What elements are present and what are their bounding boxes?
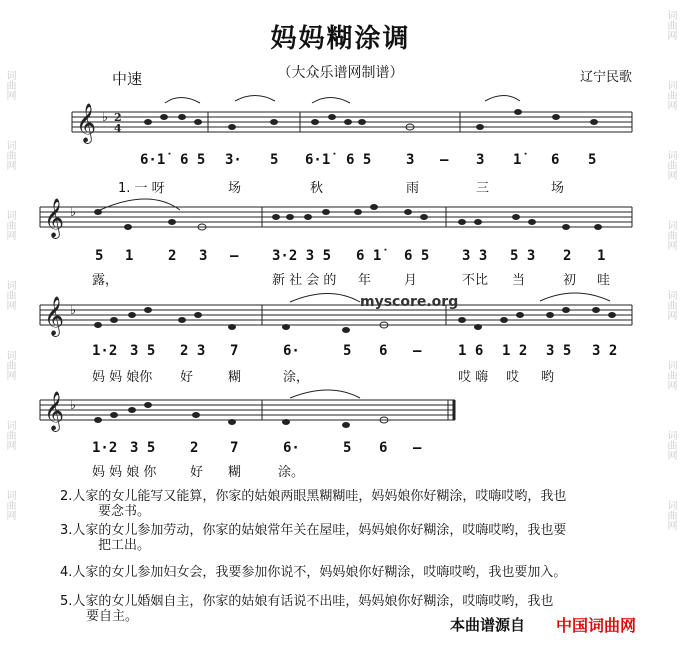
song-title: 妈妈糊涂调 <box>270 24 411 54</box>
tempo-marking: 中速 <box>112 70 143 88</box>
svg-text:♭: ♭ <box>102 110 109 125</box>
svg-text:♭: ♭ <box>70 398 77 413</box>
center-watermark: myscore.org <box>360 294 459 310</box>
credit-site-link[interactable]: 中国词曲网 <box>556 616 637 635</box>
staff-row-4 <box>40 400 455 420</box>
credit-prefix: 本曲谱源自 <box>450 616 526 634</box>
treble-clef-icon: 𝄞 <box>44 198 65 238</box>
treble-clef-icon: 𝄞 <box>44 391 65 431</box>
verse-2: 2.人家的女儿能写又能算，你家的姑娘两眼黑糊糊哇，妈妈娘你好糊涂，哎嗨哎哟，我也 要念书。 <box>60 489 567 519</box>
verse-5: 5.人家的女儿婚姻自主，你家的姑娘有话说不出哇，妈妈娘你好糊涂，哎嗨哎哟，我也 要自主。 <box>60 594 554 624</box>
subtitle: （大众乐谱网制谱） <box>277 65 404 81</box>
right-watermark: 词曲网 词曲网 词曲网 词曲网 词曲网 词曲网 词曲网 词曲网 <box>665 10 676 530</box>
staff-row-2 <box>40 207 632 227</box>
treble-clef-icon: 𝄞 <box>44 296 65 336</box>
svg-text:4: 4 <box>114 122 122 135</box>
left-watermark: 词曲网 词曲网 词曲网 词曲网 词曲网 词曲网 词曲网 <box>4 70 15 520</box>
treble-clef-icon: 𝄞 <box>76 103 97 143</box>
verse-4: 4.人家的女儿参加妇女会，我要参加你说不，妈妈娘你好糊涂，哎嗨哎哟，我也要加入。 <box>60 565 567 580</box>
svg-text:♭: ♭ <box>70 303 77 318</box>
verse-3: 3.人家的女儿参加劳动，你家的姑娘常年关在屋哇，妈妈娘你好糊涂，哎嗨哎哟，我也要 把工出。 <box>60 523 567 553</box>
svg-text:2: 2 <box>114 111 122 124</box>
svg-text:♭: ♭ <box>70 205 77 220</box>
composer-credit: 辽宁民歌 <box>580 70 633 85</box>
